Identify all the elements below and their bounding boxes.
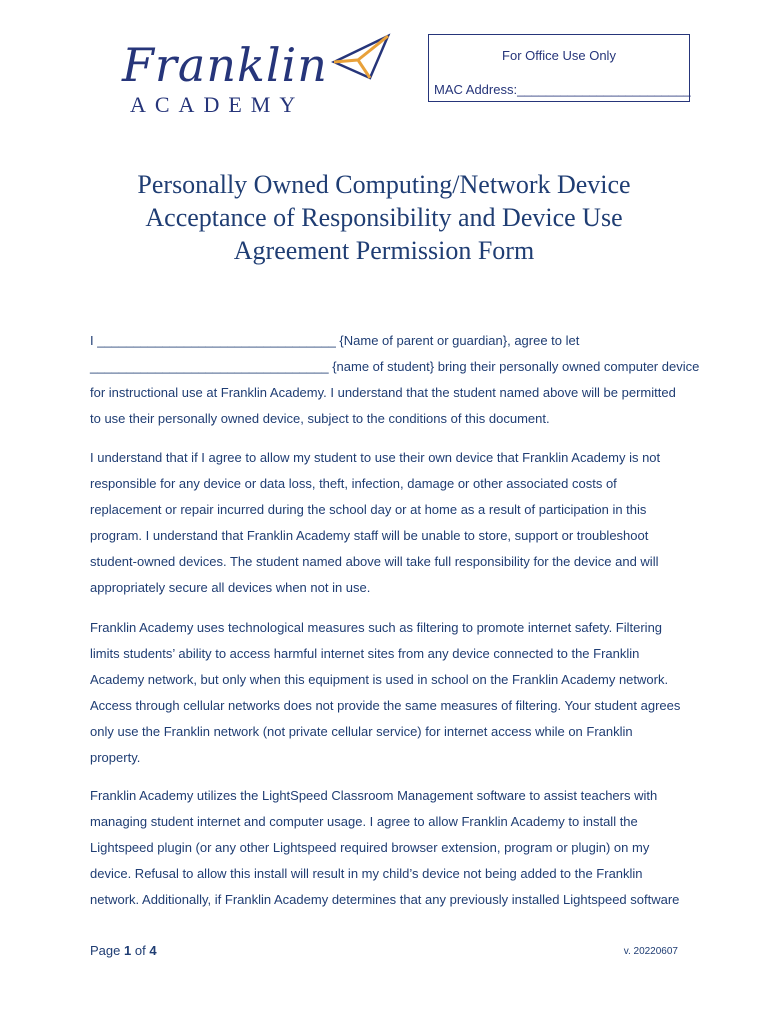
franklin-academy-logo (118, 30, 393, 122)
paragraph-line: only use the Franklin network (not private cellular service) for internet access while on Franklin (90, 724, 633, 739)
paragraph-line: I understand that if I agree to allow my student to use their own device that Franklin Academy is not (90, 450, 661, 465)
office-use-box (428, 34, 690, 102)
paragraph-line: property. (90, 750, 141, 765)
paragraph-line: appropriately secure all devices when not in use. (90, 580, 371, 595)
office-use-title: For Office Use Only (502, 48, 616, 63)
paragraph-line: program. I understand that Franklin Academy staff will be unable to store, support or troubleshoot (90, 528, 649, 543)
paragraph-lightspeed (90, 783, 690, 913)
page-word: Page (90, 943, 121, 958)
form-title-line: Agreement Permission Form (233, 236, 535, 265)
page-number (90, 943, 157, 958)
page-of: of (134, 943, 146, 958)
paragraph-parent-agreement (90, 328, 700, 432)
paragraph-line: Franklin Academy utilizes the LightSpeed Classroom Management software to assist teachers with (90, 788, 658, 803)
form-title-line: Acceptance of Responsibility and Device Use (145, 203, 623, 232)
paragraph-liability (90, 445, 690, 601)
logo-academy-text: ACADEMY (130, 92, 305, 117)
paragraph-line: Lightspeed plugin (or any other Lightspeed required browser extension, program or plugin) on my (90, 840, 650, 855)
mac-address-field: MAC Address:________________________ (434, 82, 691, 97)
paper-plane-icon (330, 32, 392, 89)
version-label: v. 20220607 (623, 946, 678, 957)
paragraph-line: I _________________________________ {Name of parent or guardian}, agree to let (90, 333, 580, 348)
paragraph-line: replacement or repair incurred during the school day or at home as a result of participation in this (90, 502, 647, 517)
paragraph-line: responsible for any device or data loss, theft, infection, damage or other associated costs of (90, 476, 617, 491)
paragraph-line: for instructional use at Franklin Academy. I understand that the student named above will be permitted (90, 385, 676, 400)
paragraph-line: student-owned devices. The student named above will take full responsibility for the device and will (90, 554, 659, 569)
paragraph-filtering (90, 615, 690, 771)
paragraph-line: network. Additionally, if Franklin Academy determines that any previously installed Lightspeed software (90, 892, 680, 907)
paragraph-line: _________________________________ {name of student} bring their personally owned computer device (90, 359, 700, 374)
page-current: 1 (124, 943, 132, 958)
form-title (60, 168, 708, 267)
paragraph-line: Access through cellular networks does not provide the same measures of filtering. Your student agrees (90, 698, 681, 713)
logo-script-text: Franklin (122, 38, 328, 92)
paragraph-line: Academy network, but only when this equipment is used in school on the Franklin Academy network. (90, 672, 669, 687)
paragraph-line: limits students’ ability to access harmful internet sites from any device connected to the Franklin (90, 646, 640, 661)
paragraph-line: managing student internet and computer usage. I agree to allow Franklin Academy to install the (90, 814, 638, 829)
page-total: 4 (149, 943, 157, 958)
paragraph-line: Franklin Academy uses technological measures such as filtering to promote internet safety. Filtering (90, 620, 663, 635)
paragraph-line: to use their personally owned device, subject to the conditions of this document. (90, 411, 550, 426)
form-title-line: Personally Owned Computing/Network Device (137, 170, 631, 199)
paragraph-line: device. Refusal to allow this install will result in my child’s device not being added to the Franklin (90, 866, 643, 881)
